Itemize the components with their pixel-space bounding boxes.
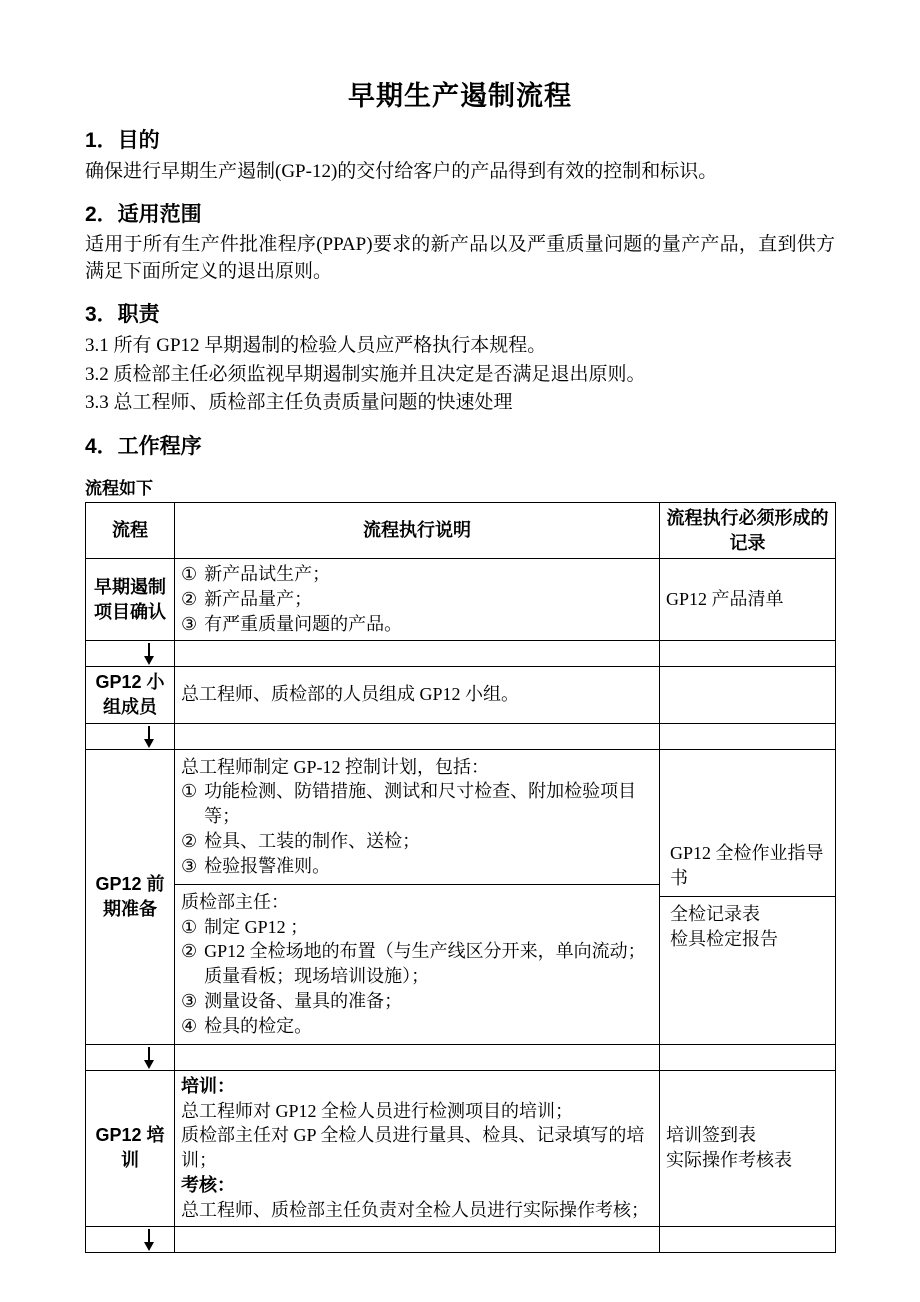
list-text: 功能检测、防错措施、测试和尺寸检查、附加检验项目等；	[204, 781, 637, 827]
section-heading-procedure: 4．工作程序	[85, 434, 202, 458]
record-line: 实际操作考核表	[666, 1150, 792, 1171]
record-line: 检具检定报告	[670, 928, 778, 949]
arrow-down-icon	[142, 1047, 156, 1069]
description-cell-preparation	[175, 749, 660, 1044]
record-cell-training	[660, 1070, 836, 1226]
list-item	[181, 829, 653, 854]
arrow-down-icon	[142, 643, 156, 665]
arrow-spacer-cell	[660, 1226, 836, 1252]
list-item	[181, 612, 653, 637]
column-header-description: 流程执行说明	[175, 502, 660, 559]
stage-cell-training: GP12 培训	[86, 1070, 175, 1226]
block-line: 总工程师、质检部主任负责对全检人员进行实际操作考核；	[181, 1199, 649, 1220]
arrow-spacer-cell	[175, 1226, 660, 1252]
record-cell-confirm: GP12 产品清单	[660, 559, 836, 640]
record-line: 培训签到表	[666, 1125, 756, 1146]
description-subcell-engineer	[175, 750, 659, 885]
block-line: 质检部主任对 GP 全检人员进行量具、检具、记录填写的培训；	[181, 1125, 645, 1171]
list-marker: ③	[181, 855, 198, 876]
table-row	[86, 749, 836, 1044]
list-marker: ①	[181, 916, 198, 937]
arrow-cell	[86, 1044, 175, 1070]
section-heading-responsibility: 3．职责	[85, 302, 160, 326]
flow-arrow-row	[86, 1044, 836, 1070]
description-cell-team: 总工程师、质检部的人员组成 GP12 小组。	[175, 666, 660, 723]
list-item	[181, 587, 653, 612]
column-header-records: 流程执行必须形成的记录	[660, 502, 836, 559]
list-text: GP12 全检场地的布置（与生产线区分开来，单向流动；质量看板；现场培训设施）；	[204, 941, 646, 987]
list-item	[181, 939, 653, 989]
list-marker: ②	[181, 831, 198, 852]
responsibility-item-3: 3.3 总工程师、质检部主任负责质量问题的快速处理	[85, 392, 513, 414]
list-text: 新产品量产；	[204, 589, 313, 610]
arrow-cell	[86, 723, 175, 749]
arrow-spacer-cell	[660, 1044, 836, 1070]
table-header-row	[86, 502, 836, 559]
record-cell-team	[660, 666, 836, 723]
block-label-training: 培训：	[181, 1075, 235, 1096]
list-item	[181, 1014, 653, 1039]
list-text: 制定 GP12 ；	[204, 916, 309, 937]
flow-arrow-row	[86, 640, 836, 666]
list-item	[181, 915, 653, 940]
list-marker: ②	[181, 589, 198, 610]
section-text-scope: 适用于所有生产件批准程序(PPAP)要求的新产品以及严重质量问题的量产产品，直到供方满足下面所定义的退出原则。	[85, 233, 835, 282]
list-text: 新产品试生产；	[204, 564, 331, 585]
arrow-cell	[86, 640, 175, 666]
list-item	[181, 854, 653, 879]
record-subcell-reports	[660, 897, 835, 957]
column-header-stage: 流程	[86, 502, 175, 559]
arrow-down-icon	[142, 726, 156, 748]
description-cell-confirm	[175, 559, 660, 640]
list-item	[181, 989, 653, 1014]
list-item	[181, 779, 653, 829]
description-cell-training	[175, 1070, 660, 1226]
stage-cell-confirm: 早期遏制项目确认	[86, 559, 175, 640]
record-line: 全检记录表	[670, 904, 760, 925]
process-flow-table	[85, 502, 836, 1253]
list-marker: ②	[181, 941, 198, 962]
arrow-down-icon	[142, 1229, 156, 1251]
table-row	[86, 1070, 836, 1226]
table-row	[86, 666, 836, 723]
arrow-spacer-cell	[175, 1044, 660, 1070]
stage-cell-team: GP12 小组成员	[86, 666, 175, 723]
list-text: 检验报警准则。	[204, 855, 331, 876]
record-subcell-instruction: GP12 全检作业指导书	[660, 836, 835, 897]
description-subcell-qc-director	[175, 885, 659, 1044]
section-heading-scope: 2．适用范围	[85, 202, 202, 226]
table-row	[86, 559, 836, 640]
responsibility-item-2: 3.2 质检部主任必须监视早期遏制实施并且决定是否满足退出原则。	[85, 363, 646, 385]
record-cell-preparation	[660, 749, 836, 1044]
list-text: 有严重质量问题的产品。	[204, 614, 403, 635]
block-line: 总工程师对 GP12 全检人员进行检测项目的培训；	[181, 1100, 574, 1121]
list-marker: ④	[181, 1015, 198, 1036]
stage-cell-preparation: GP12 前期准备	[86, 749, 175, 1044]
flow-arrow-row	[86, 723, 836, 749]
arrow-spacer-cell	[660, 723, 836, 749]
arrow-spacer-cell	[175, 723, 660, 749]
list-marker: ①	[181, 564, 198, 585]
list-text: 检具的检定。	[204, 1015, 313, 1036]
arrow-spacer-cell	[175, 640, 660, 666]
list-marker: ③	[181, 991, 198, 1012]
flow-arrow-row	[86, 1226, 836, 1252]
section-heading-purpose: 1．目的	[85, 129, 160, 153]
list-marker: ③	[181, 614, 198, 635]
intro-line: 总工程师制定 GP-12 控制计划，包括：	[181, 756, 490, 777]
arrow-spacer-cell	[660, 640, 836, 666]
list-marker: ①	[181, 781, 198, 802]
intro-line: 质检部主任：	[181, 891, 289, 912]
list-text: 检具、工装的制作、送检；	[204, 831, 421, 852]
block-label-assessment: 考核：	[181, 1175, 235, 1196]
list-text: 测量设备、量具的准备；	[204, 991, 403, 1012]
arrow-cell	[86, 1226, 175, 1252]
responsibility-item-1: 3.1 所有 GP12 早期遏制的检验人员应严格执行本规程。	[85, 335, 547, 357]
section-text-purpose: 确保进行早期生产遏制(GP-12)的交付给客户的产品得到有效的控制和标识。	[85, 160, 718, 182]
list-item	[181, 562, 653, 587]
page-title: 早期生产遏制流程	[348, 81, 572, 111]
flow-chart-label: 流程如下	[85, 478, 153, 498]
